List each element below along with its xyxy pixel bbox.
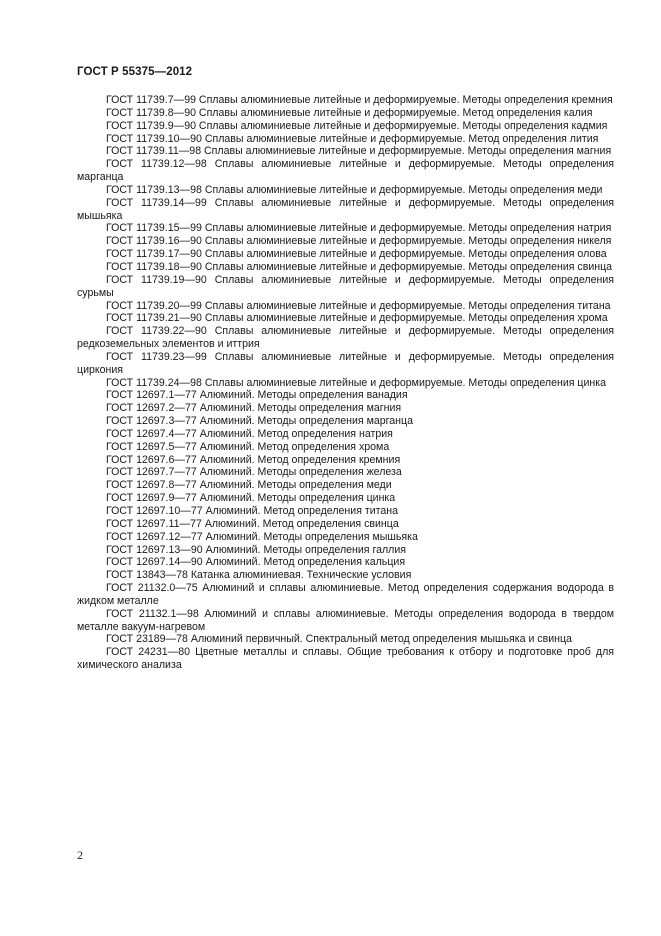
reference-item: ГОСТ 11739.14—99 Сплавы алюминиевые литейные и деформируемые. Методы определения мышьяка	[77, 196, 614, 222]
reference-item: ГОСТ 12697.6—77 Алюминий. Метод определения кремния	[106, 453, 401, 466]
reference-item: ГОСТ 13843—78 Катанка алюминиевая. Технические условия	[106, 569, 412, 582]
reference-item: ГОСТ 12697.4—77 Алюминий. Метод определения натрия	[106, 427, 393, 440]
reference-item: ГОСТ 11739.24—98 Сплавы алюминиевые литейные и деформируемые. Методы определения цинка	[106, 376, 607, 389]
reference-item: ГОСТ 21132.1—98 Алюминий и сплавы алюминиевые. Методы определения водорода в твердом металле вакуум-нагревом	[77, 607, 614, 633]
reference-item: ГОСТ 11739.19—90 Сплавы алюминиевые литейные и деформируемые. Методы определения сурьмы	[77, 273, 614, 299]
reference-item: ГОСТ 11739.21—90 Сплавы алюминиевые литейные и деформируемые. Методы определения хрома	[106, 312, 608, 325]
reference-item: ГОСТ 11739.13—98 Сплавы алюминиевые литейные и деформируемые. Методы определения меди	[106, 183, 603, 196]
reference-item: ГОСТ 12697.9—77 Алюминий. Методы определения цинка	[106, 492, 396, 505]
reference-item: ГОСТ 12697.8—77 Алюминий. Методы определения меди	[106, 479, 392, 492]
reference-item: ГОСТ 11739.17—90 Сплавы алюминиевые литейные и деформируемые. Методы определения олова	[106, 248, 607, 261]
reference-item: ГОСТ 11739.11—98 Сплавы алюминиевые литейные и деформируемые. Методы определения магния	[106, 145, 612, 158]
reference-item: ГОСТ 12697.2—77 Алюминий. Методы определения магния	[106, 402, 402, 415]
reference-item: ГОСТ 11739.8—90 Сплавы алюминиевые литейные и деформируемые. Метод определения калия	[106, 106, 593, 119]
reference-item: ГОСТ 11739.18—90 Сплавы алюминиевые литейные и деформируемые. Методы определения свинца	[106, 260, 613, 273]
reference-item: ГОСТ 23189—78 Алюминий первичный. Спектральный метод определения мышьяка и свинца	[106, 633, 572, 646]
document-header: ГОСТ Р 55375—2012	[77, 66, 193, 78]
reference-item: ГОСТ 11739.23—99 Сплавы алюминиевые литейные и деформируемые. Методы определения циркония	[77, 350, 614, 376]
reference-item: ГОСТ 11739.9—90 Сплавы алюминиевые литейные и деформируемые. Методы определения кадмия	[106, 119, 608, 132]
reference-item: ГОСТ 12697.5—77 Алюминий. Метод определения хрома	[106, 440, 390, 453]
page-number: 2	[77, 848, 83, 862]
reference-item: ГОСТ 11739.15—99 Сплавы алюминиевые литейные и деформируемые. Методы определения натрия	[106, 222, 612, 235]
reference-item: ГОСТ 11739.16—90 Сплавы алюминиевые литейные и деформируемые. Методы определения никеля	[106, 235, 612, 248]
reference-item: ГОСТ 12697.3—77 Алюминий. Методы определения марганца	[106, 415, 413, 428]
reference-item: ГОСТ 12697.13—90 Алюминий. Методы определения галлия	[106, 543, 407, 556]
reference-item: ГОСТ 12697.14—90 Алюминий. Метод определения кальция	[106, 556, 406, 569]
reference-item: ГОСТ 12697.12—77 Алюминий. Методы определения мышьяка	[106, 530, 418, 543]
reference-item: ГОСТ 21132.0—75 Алюминий и сплавы алюминиевые. Метод определения содержания водорода в жидком металле	[77, 582, 614, 607]
reference-item: ГОСТ 12697.10—77 Алюминий. Метод определения титана	[106, 505, 399, 517]
normative-references-list	[77, 94, 614, 672]
reference-item: ГОСТ 12697.1—77 Алюминий. Методы определения ванадия	[106, 389, 408, 402]
reference-item: ГОСТ 12697.7—77 Алюминий. Методы определения железа	[106, 466, 402, 479]
reference-item: ГОСТ 11739.20—99 Сплавы алюминиевые литейные и деформируемые. Методы определения титана	[106, 299, 611, 312]
reference-item: ГОСТ 11739.7—99 Сплавы алюминиевые литейные и деформируемые. Методы определения кремния	[106, 94, 613, 106]
reference-item: ГОСТ 12697.11—77 Алюминий. Метод определения свинца	[106, 517, 399, 530]
reference-item: ГОСТ 11739.22—90 Сплавы алюминиевые литейные и деформируемые. Методы определения редкоземельных элементов и иттрия	[77, 325, 614, 351]
reference-item: ГОСТ 24231—80 Цветные металлы и сплавы. Общие требования к отбору и подготовке проб для химического анализа	[77, 646, 614, 672]
reference-item: ГОСТ 11739.10—90 Сплавы алюминиевые литейные и деформируемые. Метод определения лития	[106, 132, 599, 145]
reference-item: ГОСТ 11739.12—98 Сплавы алюминиевые литейные и деформируемые. Методы определения марганца	[77, 158, 614, 184]
